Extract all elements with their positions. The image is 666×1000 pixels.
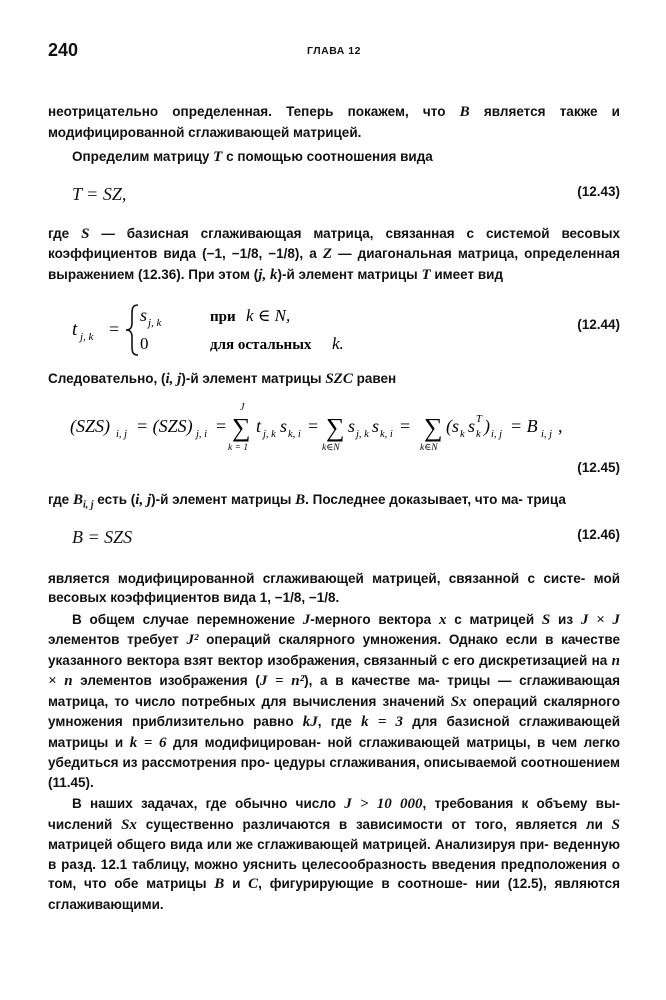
sum3-sigma: ∑ [424, 412, 443, 442]
equation-12-43 [48, 176, 620, 216]
math-var: i, j [135, 491, 152, 508]
eq45-equals: = [216, 415, 227, 436]
text-span: матрицей общего вида или же сглаживающей матрицей. Анализируя при- [48, 837, 549, 853]
eq45-sub: k, i [288, 428, 301, 440]
equation-expression: B = SZS [72, 526, 133, 547]
text-span: числений [48, 816, 113, 832]
text-span: , требования к объему вы- [422, 796, 620, 812]
eq45-comma: , [558, 415, 563, 436]
text-span: В наших задачах, где обычно число [72, 796, 336, 812]
text-span: Определим матрицу [72, 149, 210, 164]
text-span: трицы — сглаживающая матрица, то число потребных для вычисления [48, 673, 620, 709]
equation-12-45 [48, 396, 620, 486]
eq45-sub: k [460, 428, 465, 440]
paragraph-2 [48, 147, 620, 168]
equation-number: (12.45) [577, 459, 620, 475]
math-sub: i, j [82, 499, 94, 511]
text-span: дискретизацией на [479, 652, 608, 668]
text-span: Следовательно, ( [48, 371, 166, 386]
math-var: S [611, 816, 620, 833]
text-span: ), а в качестве ма- [304, 673, 440, 689]
eq45-term: ) [484, 415, 490, 436]
text-span: и [232, 876, 241, 892]
sum1-upper-limit: J [240, 401, 245, 413]
sum3-lower-limit: k∈N [420, 442, 438, 453]
math-var: j, k [258, 266, 278, 283]
eq45-term: s [468, 415, 476, 436]
eq45-term: (SZS) [70, 415, 110, 436]
text-span: неотрицательно определенная. Теперь покажем, что [48, 104, 446, 119]
eq45-term: = (SZS) [136, 415, 193, 436]
sum2-lower-limit: k∈N [322, 442, 340, 453]
equation-12-45-formula [48, 396, 620, 458]
text-span: трица [526, 491, 566, 507]
math-var: J × J [580, 611, 620, 628]
math-var: n × n [48, 652, 620, 690]
paragraph-5 [48, 490, 620, 515]
text-span: элементов изображения ( [80, 673, 260, 689]
eq45-sup: T [476, 413, 482, 425]
text-span: где [48, 491, 70, 507]
paragraph-6 [48, 569, 620, 608]
math-var: Sx [121, 816, 137, 833]
eq-lhs: t [72, 319, 78, 340]
text-span: . Последнее доказывает, что ма- [305, 491, 523, 507]
eq45-equals: = [400, 415, 411, 436]
text-span: значений [382, 693, 445, 709]
eq45-sub: i, j [491, 428, 503, 440]
eq45-term: s [280, 415, 288, 436]
text-span: в качестве указанного вектора взят вектор изображения, связанный с его [48, 632, 620, 668]
text-span: для базисной сглаживающей матрицы и [48, 714, 620, 750]
text-span: с помощью соотношения вида [226, 149, 433, 164]
paragraph-7 [48, 610, 620, 793]
text-span: цедуры сглаживания, описываемой соотношением (11.45). [48, 755, 620, 790]
text-span: операций скалярного умножения приблизительно равно [48, 693, 620, 730]
eq-equals: = [109, 319, 120, 339]
math-var: J > 10 000 [344, 796, 423, 813]
math-var: Z [322, 246, 332, 262]
text-span: мой весовых коэффициентов вида 1, −1/8, −1/8. [48, 570, 620, 606]
equation-expression: T = SZ, [72, 183, 127, 204]
text-span: для модифицирован- [173, 734, 321, 750]
math-var: B [295, 491, 306, 508]
text-span: )-й элемент матрицы [181, 371, 322, 386]
case1-value: s [140, 305, 148, 325]
math-var: C [248, 876, 259, 893]
math-var: T [421, 266, 431, 283]
eq45-sub: j, i [196, 428, 208, 440]
text-span: — базисная сглаживающая матрица, связанная с системой весовых коэффициентов вида (−1, −1/8, −1/8), а [48, 225, 620, 261]
math-var: SZC [325, 371, 353, 387]
math-var: kJ [302, 714, 318, 731]
math-var: B [214, 876, 225, 893]
equation-number: (12.44) [577, 317, 620, 332]
text-span: )-й элемент матрицы [277, 266, 418, 282]
case2-value: 0 [140, 334, 149, 353]
math-var: J [302, 611, 311, 628]
text-span: существенно различаются в зависимости от того, является ли [145, 816, 603, 832]
equation-12-46 [48, 519, 620, 559]
equation-12-44 [48, 293, 620, 363]
eq45-term: s [372, 415, 380, 436]
eq45-sub: k [476, 428, 481, 440]
text-span: ной сглаживающей матрицы, в чем легко убедиться из рассмотрения про- [48, 734, 620, 771]
text-span: , фигурирующие в соотноше- [258, 876, 468, 892]
text-span: есть ( [97, 491, 136, 507]
cases-brace [126, 305, 138, 355]
math-var: B [72, 491, 83, 508]
eq45-term: = B [510, 415, 538, 436]
sum2-sigma: ∑ [326, 412, 345, 442]
case1-condition: при [210, 309, 236, 325]
case2-condition-math: k. [332, 334, 344, 353]
page-header [48, 36, 620, 66]
text-span: веденную в разд. 12.1 таблицу, можно уяснить целесообразность введения [48, 837, 620, 872]
eq-lhs-subscript: j, k [80, 331, 94, 343]
paragraph-8 [48, 794, 620, 914]
eq45-term: s [348, 415, 356, 436]
text-span: предположения о том, что обе матрицы [48, 856, 620, 892]
math-var: S [541, 611, 551, 628]
eq45-sub: i, j [541, 428, 553, 440]
text-span: , где [317, 714, 352, 730]
sum1-lower-limit: k = 1 [228, 442, 249, 453]
paragraph-1 [48, 102, 620, 142]
text-span: является также и [483, 104, 620, 119]
eq45-sub: j, k [356, 428, 369, 440]
math-var: B [459, 104, 470, 120]
math-var: S [81, 225, 90, 242]
eq45-sub: j, k [263, 428, 276, 440]
eq45-equals: = [308, 415, 319, 436]
case2-condition: для остальных [210, 337, 312, 353]
case1-subscript: j, k [148, 317, 162, 329]
text-span: операций скалярного умножения. Однако если [206, 632, 538, 648]
eq45-sub: i, j [116, 428, 128, 440]
text-span: — диагональная матрица, определенная выражением (12.36). При этом ( [48, 246, 620, 282]
math-var: i, j [165, 371, 182, 387]
chapter-title: ГЛАВА 12 [307, 45, 361, 57]
math-var: k = 3 [361, 714, 404, 731]
paragraph-3 [48, 224, 620, 286]
text-span: В общем случае перемножение [72, 611, 295, 627]
eq45-term: (s [446, 415, 459, 436]
case1-condition-math: k ∈ N, [246, 306, 291, 325]
math-var: x [438, 611, 447, 628]
text-span: равен [356, 371, 397, 386]
equation-number: (12.46) [577, 526, 620, 542]
math-var: J² [186, 632, 199, 649]
text-span: где [48, 225, 70, 241]
text-span: из [558, 611, 574, 627]
text-span: модифицированной сглаживающей матрицей. [48, 124, 362, 140]
sum1-sigma: ∑ [232, 412, 251, 442]
paragraph-4 [48, 369, 620, 390]
book-page [48, 36, 620, 914]
math-var: Sx [450, 693, 467, 710]
page-number: 240 [48, 40, 79, 60]
eq45-sub: k, i [380, 428, 393, 440]
text-span: имеет вид [434, 266, 504, 282]
eq45-term: t [256, 415, 262, 436]
equation-number: (12.43) [577, 183, 620, 199]
equation-12-44-formula [70, 293, 400, 363]
math-var: J = n² [259, 673, 305, 690]
math-var: k = 6 [129, 734, 167, 751]
text-span: является модифицированной сглаживающей матрицей, связанной с систе- [48, 570, 586, 586]
text-span: элементов требует [48, 632, 179, 648]
text-span: -мерного вектора [310, 611, 432, 627]
text-span: нии (12.5), являются сглаживающими. [48, 876, 620, 912]
text-span: )-й элемент матрицы [151, 491, 292, 507]
text-span: с матрицей [454, 611, 535, 627]
math-var: T [213, 149, 223, 165]
